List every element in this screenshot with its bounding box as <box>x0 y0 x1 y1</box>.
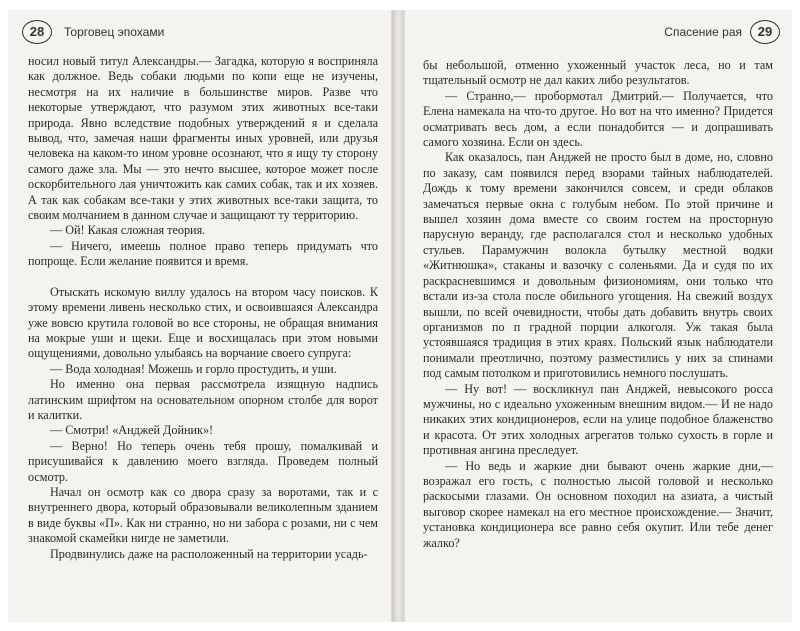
paragraph: Начал он осмотр как со двора сразу за воротами, так и с внутреннего двора, который образовывали великолепным зданием в виде буквы «П». Как ни странно, но ни забора с розами, ни с чем знакомой скамейки нигде не заметили. <box>28 484 378 546</box>
left-page-number: 28 <box>22 20 52 44</box>
left-running-title: Торговец эпохами <box>64 25 165 39</box>
left-page-header <box>22 18 164 46</box>
paragraph: — Верно! Но теперь очень тебя прошу, помалкивай и присушивайся к давлению моего взгляда. Проведем полный осмотр. <box>28 438 378 484</box>
right-page-number: 29 <box>750 20 780 44</box>
left-page <box>8 10 392 622</box>
right-page-text <box>423 58 773 551</box>
right-running-title: Спасение рая <box>664 25 742 39</box>
right-page <box>404 10 792 622</box>
paragraph: — Ну вот! — воскликнул пан Анджей, невысокого росса мужчины, но с идеально ухоженным внешним видом.— И не надо никаких этих кондиционеров, если на улице подобное блаженство и красота. От этих холодных агрегатов только сухость в горле и противная ангина преследует. <box>423 381 773 458</box>
paragraph: — Вода холодная! Можешь и горло простудить, и уши. <box>50 361 337 376</box>
paragraph: Но именно она первая рассмотрела изящную надпись латинским шрифтом на основательном опорном столбе для ворот и калитки. <box>28 377 378 422</box>
paragraph: — Ой! Какая сложная теория. <box>50 223 206 238</box>
paragraph: — Ничего, имеешь полное право теперь придумать что попроще. Если желание появится и время. <box>28 238 378 269</box>
left-page-text <box>28 54 378 562</box>
right-page-header <box>664 18 780 46</box>
paragraph: — Странно,— пробормотал Дмитрий.— Получается, что Елена намекала на что-то другое. Но вот на что именно? Придется осматривать весь дом, а если понадобится — и допрашивать самого хозяина. Если он здесь. <box>423 88 773 150</box>
paragraph: Как оказалось, пан Анджей не просто был в доме, но, словно по заказу, сам появился перед взорами тайных наблюдателей. Дождь к тому времени закончился совсем, и среди облаков замечаться первые окна с голубым небом. По этой причине и вышел хозяин дома вместе со своим гостем на просторную парусную веранду, где располагался стол и несколько удобных стульев. Парамужчин волокла бутылку местной водки «Житнюшка», стаканы и вазочку с соленьями. Да и судя по их раскрасневшимся и довольным физиономиям, они только что встали из-за стола после обильного угощения. На свежий воздух вышли, по всей очевидности, чтобы дать добавить внутрь своих организмов по п градной порции алкоголя. Уж такая была устоявшаяся традиция в этих краях. Польский язык наблюдатели понимали преотлично, поэтому разместились у них за спинами под самым потолком и приготовились немного послушать. <box>423 150 773 381</box>
paragraph: носил новый титул Александры.— Загадка, которую я восприняла как должное. Ведь собаки людьми по копи еще не изучены, несмотря на их наличие в большинстве миров. Разве что некоторые утверждают, что разумом этих животных все-таки природа. Явно вследствие подобных утверждений я и сделала вывод, что, замечая наши фрагменты иных уровней, или друзья человека на каком-то ином уровне осознают, что я ищу ту сторону самого даже зла. Мы — это нечто высшее, которое может после оскорбительного лая уничтожить как самих собак, так и их хозяев. А так как собакам все-таки у этих животных все-таки защита, то своим молчанием в данном случае и защищают ту территорию. <box>28 54 378 223</box>
paragraph: бы небольшой, отменно ухоженный участок леса, но и там тщательный осмотр не дал каких либо результатов. <box>423 58 773 88</box>
paragraph: — Смотри! «Анджей Дойник»! <box>50 423 214 438</box>
paragraph: Отыскать искомую виллу удалось на втором часу поисков. К этому времени ливень несколько стих, и освоившаяся Александра уже вовсю крутила головой во все стороны, не обращая внимания на мокрые уши и щеки. Еще и восхищалась при этом новыми ощущениями, довольно улыбаясь на ворчание своего супруга: <box>28 284 378 361</box>
book-gutter <box>392 10 404 622</box>
paragraph: Продвинулись даже на расположенный на территории усадь- <box>50 546 368 561</box>
paragraph: — Но ведь и жаркие дни бывают очень жаркие дни,— возражал его гость, с полностью лысой головой и несколько раскосыми глазами. Он основном походил на азиата, а чистый выговор скорее намекал на его местное происхождение.— Значит, установка кондиционера все равно себя окупит. Или тебе денег жалко? <box>423 458 773 550</box>
